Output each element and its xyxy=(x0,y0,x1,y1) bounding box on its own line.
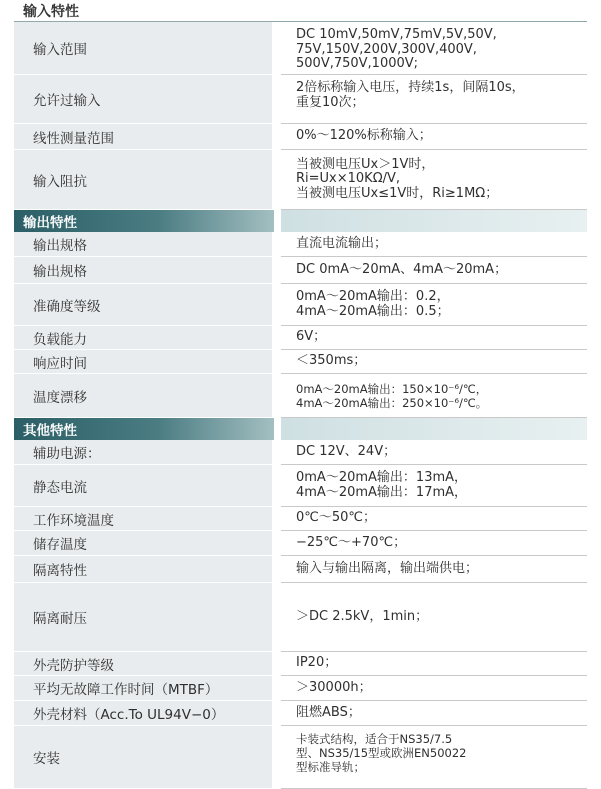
spec-value-line: 直流电流输出； xyxy=(296,235,388,251)
spec-row xyxy=(0,75,601,124)
spec-row xyxy=(0,374,601,418)
spec-value xyxy=(281,374,587,418)
spec-row xyxy=(0,232,601,257)
spec-value xyxy=(281,232,587,257)
spec-value-line: 型、NS35/15型或欧洲EN50022 xyxy=(296,746,467,760)
spec-row xyxy=(0,465,601,507)
spec-value-line: 重复10次； xyxy=(296,94,365,110)
spec-value-line: Ri=Ux×10KΩ/V, xyxy=(296,171,401,187)
spec-value xyxy=(281,583,587,652)
spec-label: 辅助电源： xyxy=(14,440,272,465)
spec-value-line: ＞DC 2.5kV，1min； xyxy=(296,608,429,624)
spec-value-line: ＞30000h； xyxy=(296,679,372,695)
spec-value-line: 卡装式结构，适合于NS35/7.5 xyxy=(296,732,453,746)
spec-value-line: ＜350ms； xyxy=(296,353,367,369)
spec-value-line: 500V,750V,1000V; xyxy=(296,56,419,71)
spec-value xyxy=(281,676,587,701)
spec-row xyxy=(0,350,601,374)
spec-label: 线性测量范围 xyxy=(14,124,272,150)
spec-value-line: DC 12V、24V； xyxy=(296,443,397,459)
spec-label: 隔离特性 xyxy=(14,556,272,583)
spec-label: 外壳防护等级 xyxy=(14,652,272,676)
spec-row xyxy=(0,531,601,556)
section-header-band xyxy=(281,210,587,232)
spec-value-line: 4mA～20mA输出：250×10⁻⁶/℃。 xyxy=(296,395,488,410)
section-header xyxy=(0,0,601,22)
section-title: 其他特性 xyxy=(14,418,274,440)
spec-row xyxy=(0,556,601,583)
spec-row xyxy=(0,22,601,75)
spec-row xyxy=(0,257,601,284)
spec-value xyxy=(281,350,587,374)
spec-row xyxy=(0,326,601,350)
spec-value xyxy=(281,75,587,124)
spec-label: 平均无故障工作时间（MTBF） xyxy=(14,676,272,701)
spec-row xyxy=(0,507,601,531)
spec-value-line: 4mA～20mA输出：17mA， xyxy=(296,484,468,500)
spec-label: 静态电流 xyxy=(14,465,272,507)
spec-value-line: 阻燃ABS； xyxy=(296,704,361,720)
spec-label: 隔离耐压 xyxy=(14,583,272,652)
spec-label: 安装 xyxy=(14,726,272,789)
spec-row xyxy=(0,124,601,150)
spec-value-line: 6V； xyxy=(296,329,327,345)
spec-label: 输出规格 xyxy=(14,232,272,257)
spec-row xyxy=(0,676,601,701)
spec-value-line: 当被测电压Ux＞1V时， xyxy=(296,156,435,172)
spec-value-line: 当被测电压Ux≤1V时，Ri≥1MΩ； xyxy=(296,185,499,201)
spec-label: 外壳材料（Acc.To UL94V−0） xyxy=(14,701,272,726)
spec-row xyxy=(0,440,601,465)
spec-value xyxy=(281,150,587,210)
spec-value-line: 4mA～20mA输出：0.5； xyxy=(296,303,450,319)
spec-value xyxy=(281,284,587,326)
section-header xyxy=(0,418,601,440)
spec-value xyxy=(281,326,587,350)
spec-value-line: 2倍标称输入电压，持续1s，间隔10s， xyxy=(296,80,525,95)
section-title: 输出特性 xyxy=(14,210,274,232)
spec-label: 工作环境温度 xyxy=(14,507,272,531)
spec-value-line: IP20； xyxy=(296,655,338,671)
spec-value xyxy=(281,124,587,150)
spec-value-line: 75V,150V,200V,300V,400V, xyxy=(296,41,477,57)
spec-value xyxy=(281,257,587,284)
spec-label: 允许过输入 xyxy=(14,75,272,124)
spec-value-line: 型标准导轨； xyxy=(296,760,365,774)
spec-row xyxy=(0,284,601,326)
spec-value-line: 输入与输出隔离，输出端供电； xyxy=(296,560,479,576)
spec-value xyxy=(281,726,587,789)
spec-value-line: 0mA～20mA输出：0.2， xyxy=(296,289,450,304)
spec-value xyxy=(281,556,587,583)
spec-value-line: 0mA～20mA输出：13mA， xyxy=(296,470,468,485)
spec-label: 负载能力 xyxy=(14,326,272,350)
spec-value xyxy=(281,531,587,556)
spec-value xyxy=(281,507,587,531)
spec-row xyxy=(0,583,601,652)
spec-label: 响应时间 xyxy=(14,350,272,374)
spec-label: 准确度等级 xyxy=(14,284,272,326)
section-header xyxy=(0,210,601,232)
spec-value xyxy=(281,701,587,726)
spec-label: 输出规格 xyxy=(14,257,272,284)
section-header-band xyxy=(281,418,587,440)
spec-row xyxy=(0,150,601,210)
spec-row xyxy=(0,726,601,789)
spec-value xyxy=(281,465,587,507)
section-title: 输入特性 xyxy=(14,0,587,22)
spec-row xyxy=(0,652,601,676)
spec-label: 温度漂移 xyxy=(14,374,272,418)
spec-value xyxy=(281,440,587,465)
spec-label: 储存温度 xyxy=(14,531,272,556)
spec-label: 输入阻抗 xyxy=(14,150,272,210)
spec-value-line: DC 0mA～20mA、4mA～20mA； xyxy=(296,261,508,277)
spec-value-line: 0%～120%标称输入； xyxy=(296,128,432,144)
spec-value-line: DC 10mV,50mV,75mV,5V,50V, xyxy=(296,27,497,42)
spec-value xyxy=(281,652,587,676)
spec-label: 输入范围 xyxy=(14,22,272,75)
spec-row xyxy=(0,701,601,726)
spec-value xyxy=(281,22,587,75)
spec-value-line: 0mA～20mA输出：150×10⁻⁶/℃， xyxy=(296,381,488,396)
spec-value-line: −25℃～+70℃； xyxy=(296,534,407,550)
spec-value-line: 0℃～50℃； xyxy=(296,510,377,526)
